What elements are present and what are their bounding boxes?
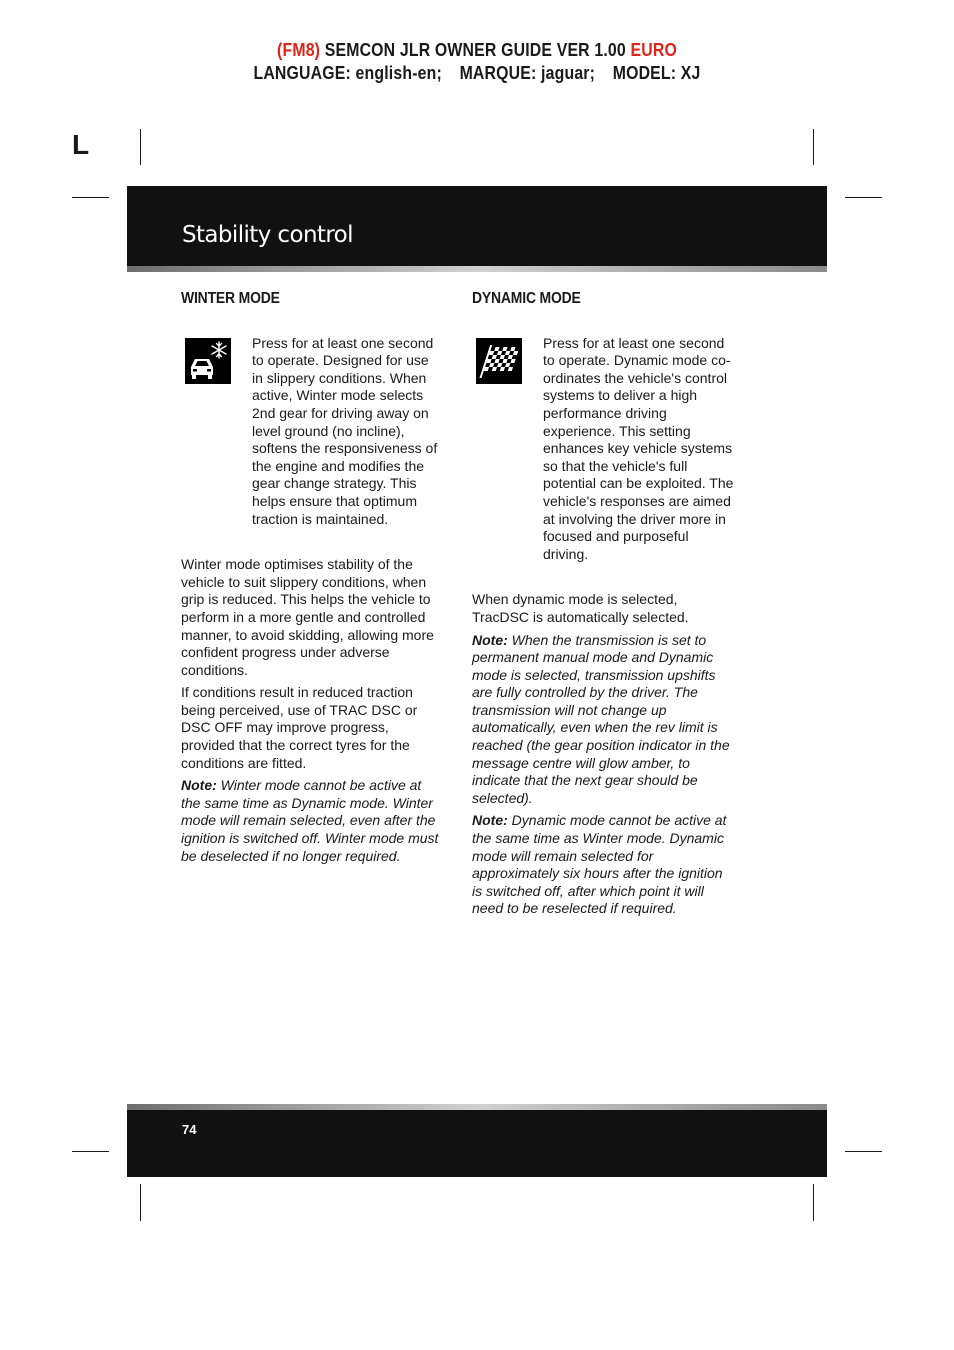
checkered-flag-icon bbox=[476, 338, 522, 384]
note-text: When the transmission is set to permanent manual mode and Dynamic mode is selected, transmission upshifts are fully controlled by the driver. The transmission will not change up automatically, even when the rev limit is reached (the gear position indicator in the message centre will glow amber, to indicate that the next gear should be selected). bbox=[472, 631, 730, 806]
crop-mark bbox=[72, 1151, 109, 1152]
winter-mode-section bbox=[181, 290, 443, 870]
crop-mark bbox=[813, 129, 814, 165]
note-text: Winter mode cannot be active at the same time as Dynamic mode. Winter mode will remain selected, even after the ignition is switched off. Winter mode must be deselected if no longer required. bbox=[181, 777, 439, 864]
footer-bar bbox=[127, 1110, 827, 1177]
dynamic-mode-note bbox=[472, 812, 734, 918]
header-model: MODEL: XJ bbox=[612, 63, 701, 83]
page-title: Stability control bbox=[182, 222, 353, 248]
page-number: 74 bbox=[182, 1122, 197, 1137]
note-label: Note: bbox=[472, 812, 508, 829]
section-title-bar bbox=[127, 186, 827, 266]
note-label: Note: bbox=[472, 631, 508, 648]
note-text: Dynamic mode cannot be active at the same time as Winter mode. Dynamic mode will remain selected for approximately six hours after the ignition is switched off, after which point it will need to be reselected if required. bbox=[472, 812, 727, 917]
crop-mark bbox=[845, 1151, 882, 1152]
winter-mode-note bbox=[181, 777, 443, 865]
header-language: LANGUAGE: english-en; bbox=[253, 63, 442, 83]
crop-mark bbox=[813, 1184, 814, 1221]
dynamic-mode-heading: DYNAMIC MODE bbox=[472, 290, 581, 307]
winter-mode-paragraph: Winter mode optimises stability of the vehicle to suit slippery conditions, when grip is reduced. This helps the vehicle to perform in a more gentle and controlled manner, to avoid skidding, allowing more confident progress under adverse conditions. bbox=[181, 556, 434, 678]
dynamic-mode-icon-row bbox=[472, 335, 734, 564]
winter-mode-paragraph: If conditions result in reduced traction being perceived, use of TRAC DSC or DSC OFF may improve progress, provided that the correct tyres for the conditions are fitted. bbox=[181, 684, 418, 771]
header-suffix: EURO bbox=[630, 40, 677, 60]
header-title: SEMCON JLR OWNER GUIDE VER 1.00 bbox=[324, 40, 626, 60]
document-header-line-1 bbox=[57, 40, 897, 61]
dynamic-mode-paragraph: When dynamic mode is selected, TracDSC is automatically selected. bbox=[472, 591, 689, 625]
note-label: Note: bbox=[181, 777, 217, 794]
winter-mode-icon-text: Press for at least one second to operate. Designed for use in slippery conditions. When active, Winter mode selects 2nd gear for driving away on level ground (no incline), softens the responsiveness of the engine and modifies the gear change strategy. This helps ensure that optimum traction is maintained. bbox=[252, 334, 438, 527]
crop-mark bbox=[72, 197, 109, 198]
crop-mark bbox=[845, 197, 882, 198]
crop-mark bbox=[140, 1184, 141, 1221]
dynamic-mode-note bbox=[472, 632, 734, 808]
header-prefix: (FM8) bbox=[277, 40, 321, 60]
document-header-line-2 bbox=[57, 63, 897, 84]
header-marque: MARQUE: jaguar; bbox=[459, 63, 596, 83]
dynamic-mode-icon-text: Press for at least one second to operate. Dynamic mode co-ordinates the vehicle's control systems to deliver a high performance driving experience. This setting enhances key vehicle systems so that the vehicle's full potential can be exploited. The vehicle's responses are aimed at involving the driver more in focused and purposeful driving. bbox=[543, 334, 734, 562]
crop-mark bbox=[140, 129, 141, 165]
winter-mode-car-snowflake-icon bbox=[185, 338, 231, 384]
winter-mode-icon-row bbox=[181, 335, 443, 529]
dynamic-mode-section bbox=[472, 290, 734, 923]
winter-mode-heading: WINTER MODE bbox=[181, 290, 280, 307]
title-divider bbox=[127, 266, 827, 272]
side-mark: L bbox=[72, 129, 90, 160]
